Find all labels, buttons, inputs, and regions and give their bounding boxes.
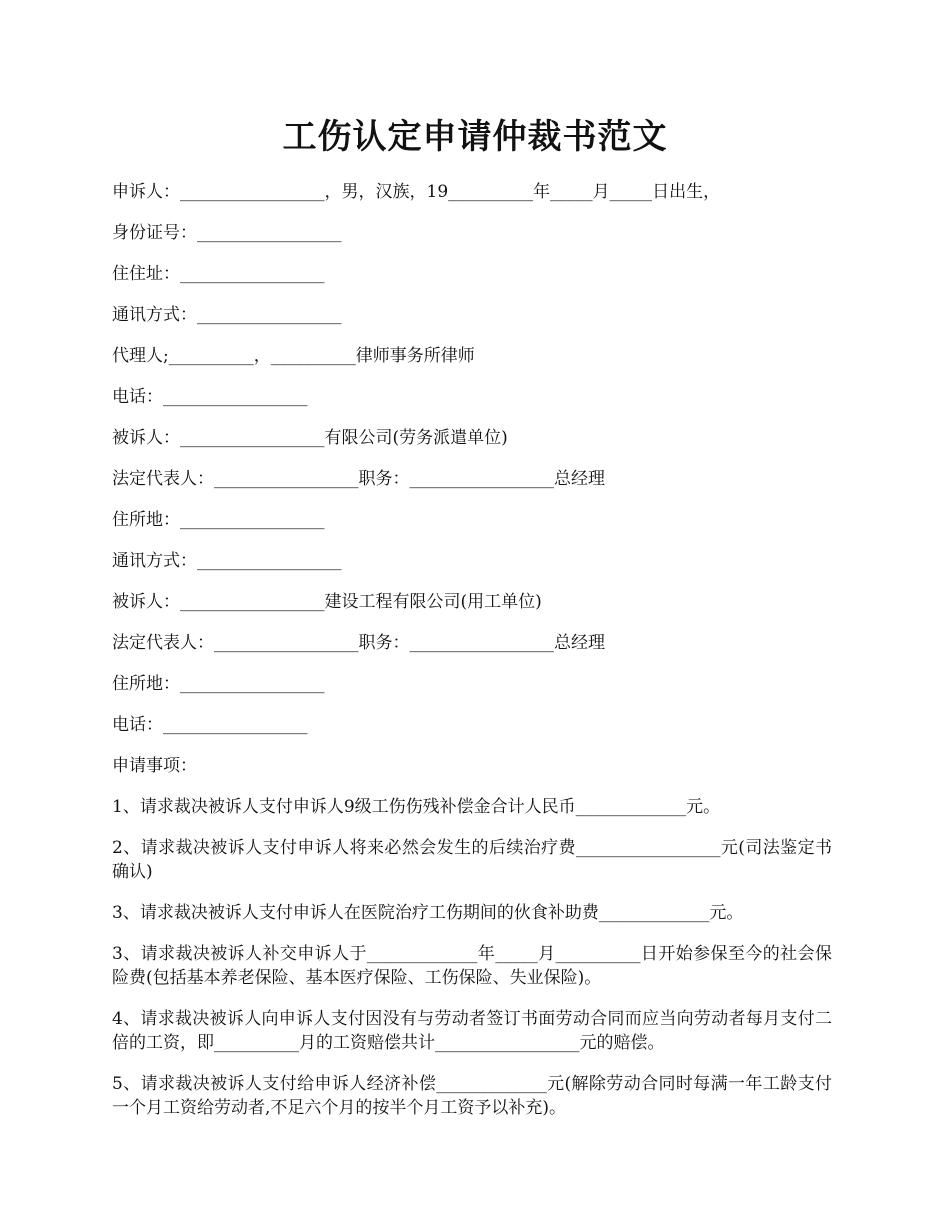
residence-1-line: 住所地：_________________ — [112, 510, 325, 530]
contact-line: 通讯方式：_________________ — [112, 305, 342, 325]
legal-rep-2-line: 法定代表人：_________________职务：_________________总经理 — [112, 633, 605, 653]
claim-item: 5、请求裁决被诉人支付给申诉人经济补偿_____________元(解除劳动合同时每满一年工龄支付一个月工资给劳动者,不足六个月的按半个月工资予以补充)。 — [112, 1074, 832, 1118]
document-title: 工伤认定申请仲裁书范文 — [282, 117, 668, 157]
respondent-2-line: 被诉人：_________________建设工程有限公司(用工单位) — [112, 592, 542, 612]
address-line: 住住址：_________________ — [112, 264, 325, 284]
respondent-1-line: 被诉人：_________________有限公司(劳务派遣单位) — [112, 428, 508, 448]
contact-1-line: 通讯方式：_________________ — [112, 551, 342, 571]
agent-line: 代理人;__________，__________律师事务所律师 — [112, 346, 475, 366]
phone-line: 电话：_________________ — [112, 387, 308, 407]
claim-item: 3、请求裁决被诉人支付申诉人在医院治疗工伤期间的伙食补助费_____________元。 — [112, 903, 744, 923]
claim-item: 1、请求裁决被诉人支付申诉人9级工伤伤残补偿金合计人民币_____________元。 — [112, 797, 721, 817]
id-number-line: 身份证号：_________________ — [112, 223, 342, 243]
claim-item: 4、请求裁决被诉人向申诉人支付因没有与劳动者签订书面劳动合同而应当向劳动者每月支付二倍的工资，即__________月的工资赔偿共计_________________元的赔偿。 — [112, 1009, 832, 1053]
complainant-line: 申诉人：_________________，男，汉族，19__________年_____月_____日出生， — [112, 182, 721, 202]
claims-heading: 申请事项： — [112, 756, 197, 776]
claim-item: 3、请求裁决被诉人补交申诉人于_____________年_____月__________日开始参保至今的社会保险费(包括基本养老保险、基本医疗保险、工伤保险、失业保险)。 — [112, 944, 832, 988]
document-body — [112, 180, 832, 1137]
residence-2-line: 住所地：_________________ — [112, 674, 325, 694]
claim-item: 2、请求裁决被诉人支付申诉人将来必然会发生的后续治疗费_________________元(司法鉴定书确认) — [112, 838, 832, 882]
phone-2-line: 电话：_________________ — [112, 715, 308, 735]
legal-rep-1-line: 法定代表人：_________________职务：_________________总经理 — [112, 469, 605, 489]
